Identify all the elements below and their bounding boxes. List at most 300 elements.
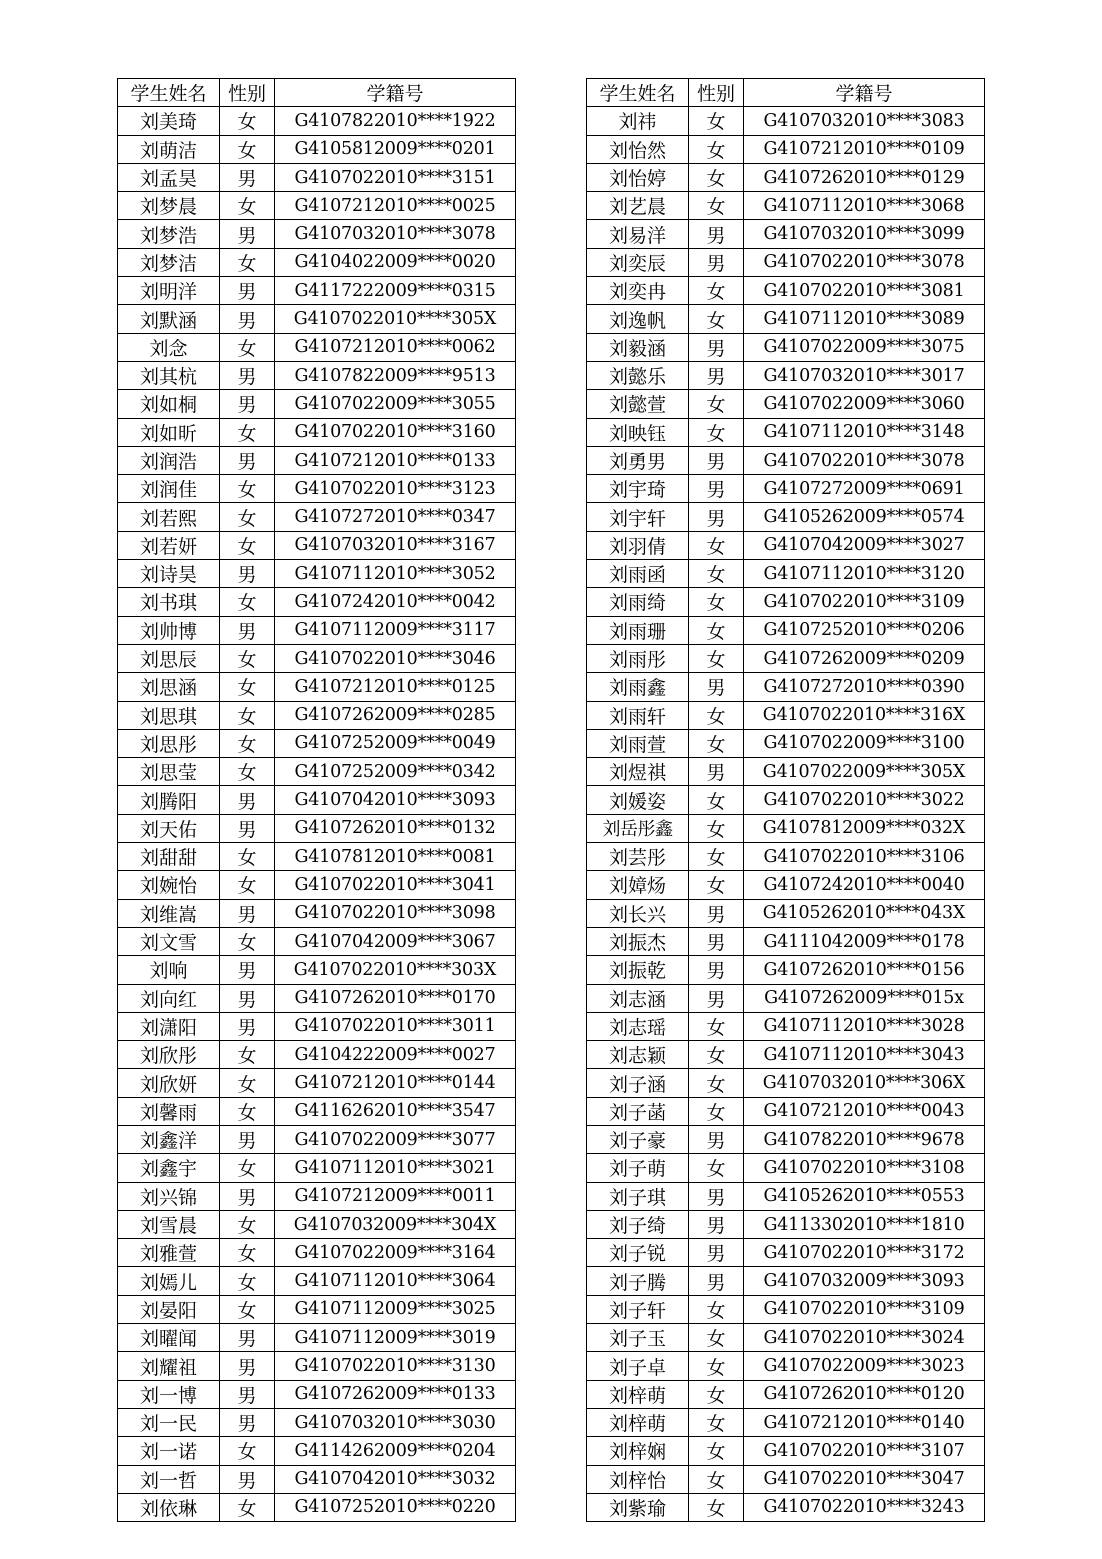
- table-row: [118, 503, 516, 531]
- student-name-cell: 刘其杭: [118, 361, 220, 389]
- student-id-cell: G4107262009****015x: [744, 984, 985, 1012]
- student-id-cell: G4107022010****3078: [744, 446, 985, 474]
- table-row: [587, 786, 985, 814]
- student-name-cell: 刘子轩: [587, 1295, 689, 1323]
- student-name-cell: 刘润佳: [118, 475, 220, 503]
- table-row: [587, 163, 985, 191]
- column-header-name: 学生姓名: [118, 79, 220, 107]
- gender-cell: 女: [220, 1154, 275, 1182]
- student-id-cell: G4107022010****303X: [275, 956, 516, 984]
- student-id-cell: G4107022010****3109: [744, 588, 985, 616]
- gender-cell: 男: [689, 956, 744, 984]
- table-row: [118, 1069, 516, 1097]
- table-row: [118, 1267, 516, 1295]
- gender-cell: 女: [689, 418, 744, 446]
- student-name-cell: 刘若妍: [118, 531, 220, 559]
- student-id-cell: G4107032010****3099: [744, 220, 985, 248]
- student-name-cell: 刘怡然: [587, 135, 689, 163]
- table-row: [587, 1352, 985, 1380]
- gender-cell: 女: [220, 1239, 275, 1267]
- student-id-cell: G4116262010****3547: [275, 1097, 516, 1125]
- table-row: [587, 305, 985, 333]
- table-row: [587, 729, 985, 757]
- student-id-cell: G4107262010****0170: [275, 984, 516, 1012]
- table-row: [587, 135, 985, 163]
- table-row: [118, 1239, 516, 1267]
- table-row: [118, 1097, 516, 1125]
- student-id-cell: G4107022010****3130: [275, 1352, 516, 1380]
- student-name-cell: 刘梓怡: [587, 1465, 689, 1493]
- student-name-cell: 刘梓娴: [587, 1437, 689, 1465]
- gender-cell: 女: [220, 503, 275, 531]
- table-row: [118, 1352, 516, 1380]
- student-id-cell: G4107262010****0132: [275, 814, 516, 842]
- student-name-cell: 刘岳彤鑫: [587, 814, 689, 842]
- gender-cell: 女: [220, 1041, 275, 1069]
- student-id-cell: G4107112010****3028: [744, 1012, 985, 1040]
- student-name-cell: 刘孟昊: [118, 163, 220, 191]
- student-id-cell: G4107022010****3243: [744, 1493, 985, 1521]
- table-row: [118, 192, 516, 220]
- student-name-cell: 刘振乾: [587, 956, 689, 984]
- student-name-cell: 刘子菡: [587, 1097, 689, 1125]
- student-id-cell: G4107022010****316X: [744, 701, 985, 729]
- gender-cell: 女: [689, 644, 744, 672]
- student-id-cell: G4107032010****3030: [275, 1408, 516, 1436]
- gender-cell: 女: [220, 871, 275, 899]
- table-row: [118, 333, 516, 361]
- student-id-cell: G4107022010****3046: [275, 644, 516, 672]
- student-id-cell: G4107022010****3106: [744, 843, 985, 871]
- table-row: [118, 220, 516, 248]
- gender-cell: 女: [689, 1352, 744, 1380]
- student-name-cell: 刘子玉: [587, 1324, 689, 1352]
- student-name-cell: 刘欣妍: [118, 1069, 220, 1097]
- table-row: [587, 1012, 985, 1040]
- student-name-cell: 刘懿萱: [587, 390, 689, 418]
- gender-cell: 女: [220, 644, 275, 672]
- student-id-cell: G4107252009****0342: [275, 758, 516, 786]
- student-name-cell: 刘曜闻: [118, 1324, 220, 1352]
- student-id-cell: G4107022009****3060: [744, 390, 985, 418]
- table-row: [587, 531, 985, 559]
- table-row: [118, 701, 516, 729]
- table-row: [587, 1437, 985, 1465]
- student-name-cell: 刘思彤: [118, 729, 220, 757]
- student-name-cell: 刘紫瑜: [587, 1493, 689, 1521]
- student-name-cell: 刘雅萱: [118, 1239, 220, 1267]
- student-id-cell: G4107032009****304X: [275, 1210, 516, 1238]
- gender-cell: 男: [220, 1012, 275, 1040]
- table-row: [587, 1041, 985, 1069]
- table-row: [118, 1210, 516, 1238]
- student-name-cell: 刘美琦: [118, 107, 220, 135]
- gender-cell: 男: [220, 1408, 275, 1436]
- student-name-cell: 刘婉怡: [118, 871, 220, 899]
- student-name-cell: 刘天佑: [118, 814, 220, 842]
- student-id-cell: G4107262010****0120: [744, 1380, 985, 1408]
- table-row: [118, 956, 516, 984]
- student-id-cell: G4107022010****3151: [275, 163, 516, 191]
- student-id-cell: G4107212010****0025: [275, 192, 516, 220]
- gender-cell: 男: [220, 390, 275, 418]
- table-row: [587, 956, 985, 984]
- table-row: [118, 1012, 516, 1040]
- student-name-cell: 刘耀祖: [118, 1352, 220, 1380]
- student-name-cell: 刘如桐: [118, 390, 220, 418]
- student-name-cell: 刘思辰: [118, 644, 220, 672]
- table-row: [587, 1267, 985, 1295]
- student-id-cell: G4107022010****3047: [744, 1465, 985, 1493]
- student-name-cell: 刘念: [118, 333, 220, 361]
- gender-cell: 女: [689, 871, 744, 899]
- table-row: [118, 305, 516, 333]
- gender-cell: 女: [220, 135, 275, 163]
- table-row: [118, 1041, 516, 1069]
- student-name-cell: 刘诗昊: [118, 560, 220, 588]
- student-id-cell: G4104022009****0020: [275, 248, 516, 276]
- student-name-cell: 刘勇男: [587, 446, 689, 474]
- table-row: [118, 531, 516, 559]
- gender-cell: 男: [689, 1125, 744, 1153]
- student-name-cell: 刘子锐: [587, 1239, 689, 1267]
- student-id-cell: G4107812010****0081: [275, 843, 516, 871]
- student-name-cell: 刘志涵: [587, 984, 689, 1012]
- table-row: [118, 616, 516, 644]
- table-row: [587, 475, 985, 503]
- student-id-cell: G4107022010****3108: [744, 1154, 985, 1182]
- student-id-cell: G4107262009****0209: [744, 644, 985, 672]
- student-id-cell: G4107212010****0125: [275, 673, 516, 701]
- gender-cell: 女: [689, 531, 744, 559]
- student-id-cell: G4107022010****3022: [744, 786, 985, 814]
- student-id-cell: G4107262009****0285: [275, 701, 516, 729]
- gender-cell: 男: [220, 1125, 275, 1153]
- student-name-cell: 刘思莹: [118, 758, 220, 786]
- student-name-cell: 刘子绮: [587, 1210, 689, 1238]
- table-row: [587, 361, 985, 389]
- student-name-cell: 刘映钰: [587, 418, 689, 446]
- table-row: [118, 984, 516, 1012]
- student-name-cell: 刘懿乐: [587, 361, 689, 389]
- student-name-cell: 刘维嵩: [118, 899, 220, 927]
- gender-cell: 女: [220, 701, 275, 729]
- student-id-cell: G4107032010****3078: [275, 220, 516, 248]
- student-name-cell: 刘梦晨: [118, 192, 220, 220]
- student-name-cell: 刘梦洁: [118, 248, 220, 276]
- gender-cell: 男: [689, 673, 744, 701]
- gender-cell: 男: [220, 305, 275, 333]
- table-row: [118, 107, 516, 135]
- student-name-cell: 刘一哲: [118, 1465, 220, 1493]
- table-row: [118, 1295, 516, 1323]
- student-name-cell: 刘潇阳: [118, 1012, 220, 1040]
- table-row: [587, 843, 985, 871]
- table-row: [587, 1125, 985, 1153]
- gender-cell: 女: [220, 927, 275, 955]
- table-header-row: [587, 79, 985, 107]
- gender-cell: 女: [689, 1154, 744, 1182]
- student-name-cell: 刘响: [118, 956, 220, 984]
- gender-cell: 女: [220, 475, 275, 503]
- table-row: [587, 899, 985, 927]
- gender-cell: 女: [689, 1069, 744, 1097]
- student-id-cell: G4107022010****3011: [275, 1012, 516, 1040]
- gender-cell: 女: [689, 1465, 744, 1493]
- student-name-cell: 刘润浩: [118, 446, 220, 474]
- table-row: [118, 1465, 516, 1493]
- gender-cell: 男: [220, 899, 275, 927]
- table-row: [587, 1182, 985, 1210]
- gender-cell: 男: [220, 956, 275, 984]
- table-row: [587, 1154, 985, 1182]
- student-name-cell: 刘振杰: [587, 927, 689, 955]
- student-id-cell: G4107242010****0040: [744, 871, 985, 899]
- student-id-cell: G4104222009****0027: [275, 1041, 516, 1069]
- student-name-cell: 刘奕冉: [587, 277, 689, 305]
- student-id-cell: G4107022009****3023: [744, 1352, 985, 1380]
- student-id-cell: G4107022009****3055: [275, 390, 516, 418]
- table-row: [587, 1069, 985, 1097]
- student-name-cell: 刘长兴: [587, 899, 689, 927]
- student-id-cell: G4105262009****0574: [744, 503, 985, 531]
- gender-cell: 女: [689, 1408, 744, 1436]
- table-row: [118, 843, 516, 871]
- student-name-cell: 刘默涵: [118, 305, 220, 333]
- table-row: [118, 277, 516, 305]
- student-name-cell: 刘雨萱: [587, 729, 689, 757]
- student-id-cell: G4107112009****3025: [275, 1295, 516, 1323]
- table-row: [587, 1210, 985, 1238]
- gender-cell: 男: [220, 220, 275, 248]
- student-name-cell: 刘煜祺: [587, 758, 689, 786]
- student-id-cell: G4107112010****3043: [744, 1041, 985, 1069]
- table-row: [118, 1324, 516, 1352]
- gender-cell: 女: [689, 588, 744, 616]
- table-row: [118, 390, 516, 418]
- table-row: [587, 644, 985, 672]
- table-row: [587, 220, 985, 248]
- student-id-cell: G4107272010****0390: [744, 673, 985, 701]
- table-row: [118, 446, 516, 474]
- table-row: [118, 588, 516, 616]
- student-id-cell: G4107042010****3093: [275, 786, 516, 814]
- table-row: [118, 758, 516, 786]
- student-table-right: [586, 78, 985, 1522]
- student-id-cell: G4107112009****3019: [275, 1324, 516, 1352]
- gender-cell: 男: [220, 1182, 275, 1210]
- table-row: [587, 814, 985, 842]
- table-row: [587, 390, 985, 418]
- student-id-cell: G4107042009****3067: [275, 927, 516, 955]
- table-row: [118, 361, 516, 389]
- table-row: [587, 673, 985, 701]
- gender-cell: 男: [220, 1465, 275, 1493]
- table-row: [587, 1295, 985, 1323]
- gender-cell: 男: [220, 1380, 275, 1408]
- student-id-cell: G4114262009****0204: [275, 1437, 516, 1465]
- student-name-cell: 刘一诺: [118, 1437, 220, 1465]
- table-row: [118, 871, 516, 899]
- student-name-cell: 刘雨彤: [587, 644, 689, 672]
- student-id-cell: G4107042009****3027: [744, 531, 985, 559]
- table-row: [118, 1182, 516, 1210]
- gender-cell: 女: [689, 1097, 744, 1125]
- student-name-cell: 刘若熙: [118, 503, 220, 531]
- gender-cell: 男: [689, 248, 744, 276]
- student-id-cell: G4107022010****3172: [744, 1239, 985, 1267]
- table-header-row: [118, 79, 516, 107]
- gender-cell: 女: [689, 1380, 744, 1408]
- gender-cell: 女: [220, 248, 275, 276]
- student-id-cell: G4107022010****3024: [744, 1324, 985, 1352]
- gender-cell: 男: [689, 475, 744, 503]
- gender-cell: 女: [689, 135, 744, 163]
- gender-cell: 女: [689, 107, 744, 135]
- student-id-cell: G4107032010****306X: [744, 1069, 985, 1097]
- student-id-cell: G4111042009****0178: [744, 927, 985, 955]
- student-name-cell: 刘向红: [118, 984, 220, 1012]
- student-id-cell: G4107112010****3068: [744, 192, 985, 220]
- table-row: [118, 927, 516, 955]
- student-name-cell: 刘易洋: [587, 220, 689, 248]
- gender-cell: 女: [689, 701, 744, 729]
- table-row: [118, 814, 516, 842]
- table-row: [587, 107, 985, 135]
- gender-cell: 女: [689, 1041, 744, 1069]
- student-id-cell: G4107032010****3083: [744, 107, 985, 135]
- student-table-left: [117, 78, 516, 1522]
- student-id-cell: G4107112010****3148: [744, 418, 985, 446]
- student-id-cell: G4107212010****0140: [744, 1408, 985, 1436]
- student-name-cell: 刘鑫宇: [118, 1154, 220, 1182]
- student-name-cell: 刘嫜炀: [587, 871, 689, 899]
- column-header-gender: 性别: [689, 79, 744, 107]
- gender-cell: 女: [220, 1097, 275, 1125]
- gender-cell: 女: [220, 1069, 275, 1097]
- student-name-cell: 刘馨雨: [118, 1097, 220, 1125]
- table-row: [587, 871, 985, 899]
- table-row: [118, 560, 516, 588]
- gender-cell: 男: [220, 277, 275, 305]
- student-id-cell: G4107032010****3017: [744, 361, 985, 389]
- student-id-cell: G4107022009****3075: [744, 333, 985, 361]
- student-id-cell: G4113302010****1810: [744, 1210, 985, 1238]
- gender-cell: 女: [689, 192, 744, 220]
- table-row: [118, 418, 516, 446]
- gender-cell: 女: [689, 560, 744, 588]
- table-row: [118, 248, 516, 276]
- gender-cell: 男: [689, 758, 744, 786]
- table-row: [118, 899, 516, 927]
- table-row: [587, 418, 985, 446]
- gender-cell: 女: [220, 192, 275, 220]
- table-row: [118, 644, 516, 672]
- student-id-cell: G4107032010****3167: [275, 531, 516, 559]
- student-name-cell: 刘芸彤: [587, 843, 689, 871]
- student-name-cell: 刘怡婷: [587, 163, 689, 191]
- student-id-cell: G4107112010****3052: [275, 560, 516, 588]
- student-name-cell: 刘宇轩: [587, 503, 689, 531]
- student-name-cell: 刘子豪: [587, 1125, 689, 1153]
- table-row: [118, 135, 516, 163]
- student-name-cell: 刘依琳: [118, 1493, 220, 1521]
- table-row: [118, 475, 516, 503]
- student-name-cell: 刘梓萌: [587, 1408, 689, 1436]
- student-id-cell: G4107022010****3107: [744, 1437, 985, 1465]
- table-row: [587, 560, 985, 588]
- student-name-cell: 刘雨绮: [587, 588, 689, 616]
- student-id-cell: G4105812009****0201: [275, 135, 516, 163]
- student-id-cell: G4107022009****3100: [744, 729, 985, 757]
- gender-cell: 女: [220, 531, 275, 559]
- gender-cell: 男: [689, 446, 744, 474]
- gender-cell: 男: [220, 446, 275, 474]
- gender-cell: 男: [220, 1324, 275, 1352]
- student-name-cell: 刘嫣儿: [118, 1267, 220, 1295]
- table-row: [587, 588, 985, 616]
- gender-cell: 女: [220, 729, 275, 757]
- student-name-cell: 刘思琪: [118, 701, 220, 729]
- student-name-cell: 刘鑫洋: [118, 1125, 220, 1153]
- table-row: [587, 616, 985, 644]
- student-name-cell: 刘子卓: [587, 1352, 689, 1380]
- student-id-cell: G4107022010****3098: [275, 899, 516, 927]
- gender-cell: 男: [689, 220, 744, 248]
- student-name-cell: 刘宇琦: [587, 475, 689, 503]
- student-id-cell: G4105262010****0553: [744, 1182, 985, 1210]
- table-row: [118, 1493, 516, 1521]
- gender-cell: 男: [689, 1239, 744, 1267]
- table-row: [118, 786, 516, 814]
- table-row: [587, 333, 985, 361]
- table-row: [118, 1154, 516, 1182]
- student-id-cell: G4107112010****3120: [744, 560, 985, 588]
- student-id-cell: G4107022010****3109: [744, 1295, 985, 1323]
- student-id-cell: G4107242010****0042: [275, 588, 516, 616]
- table-row: [587, 1380, 985, 1408]
- gender-cell: 女: [689, 163, 744, 191]
- student-name-cell: 刘志瑶: [587, 1012, 689, 1040]
- gender-cell: 女: [689, 1493, 744, 1521]
- student-id-cell: G4107212010****0062: [275, 333, 516, 361]
- student-id-cell: G4107212010****0109: [744, 135, 985, 163]
- student-id-cell: G4107112010****3021: [275, 1154, 516, 1182]
- gender-cell: 男: [220, 163, 275, 191]
- table-row: [587, 1097, 985, 1125]
- gender-cell: 女: [220, 1437, 275, 1465]
- student-id-cell: G4105262010****043X: [744, 899, 985, 927]
- student-name-cell: 刘明洋: [118, 277, 220, 305]
- column-header-gender: 性别: [220, 79, 275, 107]
- gender-cell: 女: [689, 843, 744, 871]
- gender-cell: 女: [689, 1324, 744, 1352]
- student-id-cell: G4107212010****0133: [275, 446, 516, 474]
- student-name-cell: 刘雪晨: [118, 1210, 220, 1238]
- student-name-cell: 刘媛姿: [587, 786, 689, 814]
- table-row: [118, 1437, 516, 1465]
- gender-cell: 女: [689, 616, 744, 644]
- gender-cell: 男: [689, 503, 744, 531]
- student-id-cell: G4107252010****0220: [275, 1493, 516, 1521]
- student-name-cell: 刘一民: [118, 1408, 220, 1436]
- gender-cell: 女: [220, 1295, 275, 1323]
- gender-cell: 男: [689, 1210, 744, 1238]
- gender-cell: 男: [220, 560, 275, 588]
- gender-cell: 男: [220, 361, 275, 389]
- student-id-cell: G4107822010****9678: [744, 1125, 985, 1153]
- student-id-cell: G4107022010****305X: [275, 305, 516, 333]
